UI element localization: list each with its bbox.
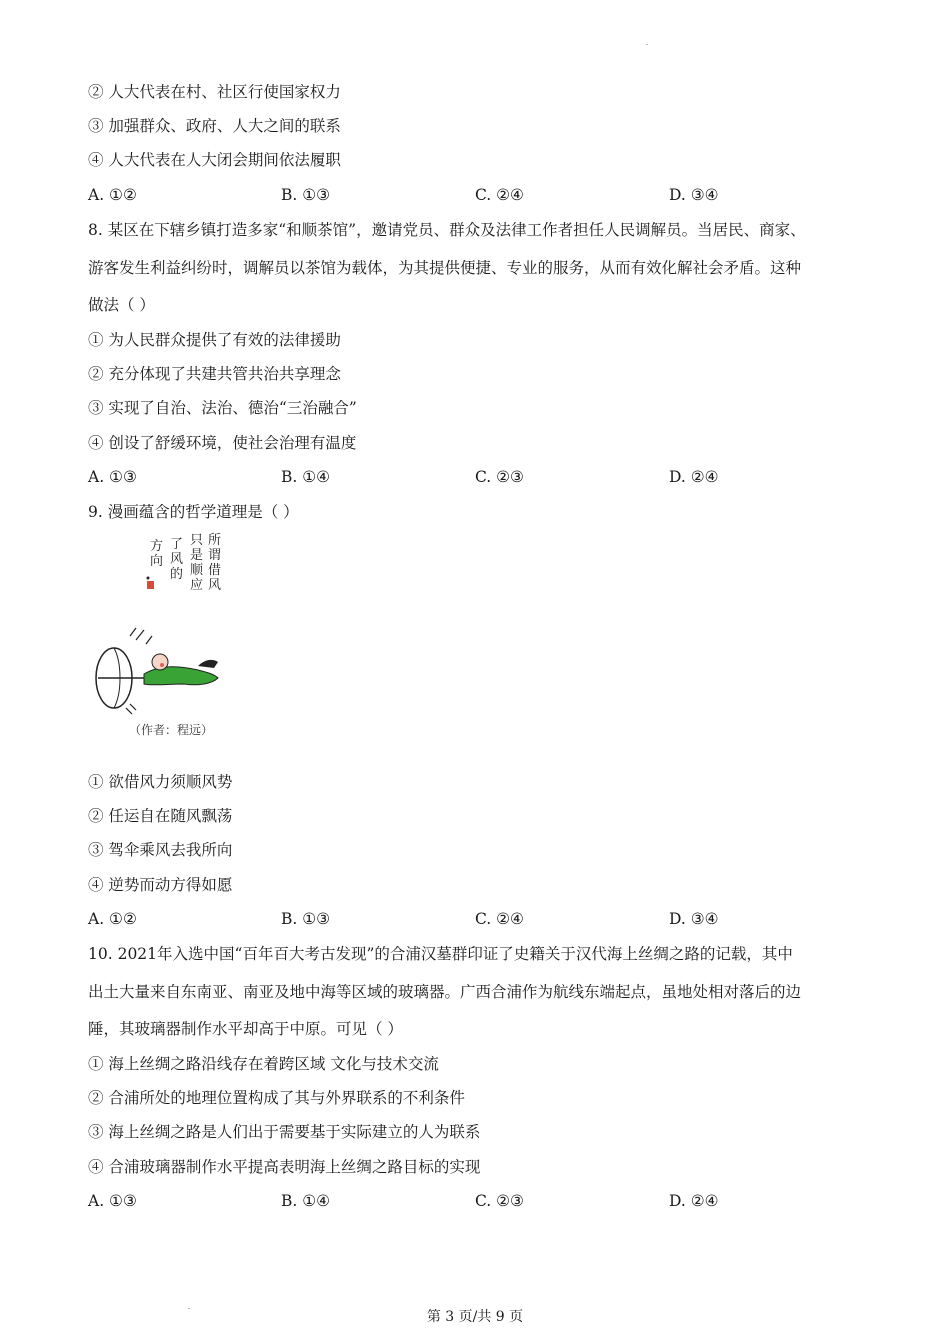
cartoon-text-col-2: 只是顺应	[190, 533, 204, 593]
artist-seal	[147, 581, 154, 589]
q9-options	[88, 909, 888, 929]
q8-item-2: ② 充分体现了共建共管共治共享理念	[88, 365, 341, 383]
cartoon-text-col-1: 所谓借风	[208, 533, 222, 593]
q8-item-4: ④ 创设了舒缓环境，使社会治理有温度	[88, 434, 357, 452]
q9-option-d[interactable]: D. ③④	[669, 910, 719, 928]
q9-option-c[interactable]: C. ②④	[475, 910, 524, 928]
q9-item-4: ④ 逆势而动方得如愿	[88, 876, 233, 894]
flying-person-foot	[198, 660, 218, 668]
cartoon-text-col-3: 了风的	[170, 537, 184, 582]
flying-person-head	[152, 654, 168, 670]
q9-option-a[interactable]: A. ①②	[88, 910, 137, 928]
q7-option-b[interactable]: B. ①③	[281, 186, 331, 204]
q10-stem-line-2: 出土大量来自东南亚、南亚及地中海等区域的玻璃器。广西合浦作为航线东端起点，虽地处相对落后的边	[88, 983, 802, 1001]
q7-item-2: ② 人大代表在村、社区行使国家权力	[88, 83, 341, 101]
q8-stem-line-1: 8. 某区在下辖乡镇打造多家“和顺茶馆”，邀请党员、群众及法律工作者担任人民调解员。当居民、商家、	[88, 221, 806, 239]
q10-option-b[interactable]: B. ①④	[281, 1192, 331, 1210]
cartoon-caption: （作者：程远）	[129, 723, 214, 737]
q8-stem-line-2: 游客发生利益纠纷时，调解员以茶馆为载体，为其提供便捷、专业的服务，从而有效化解社会矛盾。这种	[88, 259, 802, 277]
q8-item-1: ① 为人民群众提供了有效的法律援助	[88, 331, 341, 349]
q10-stem-line-3: 陲，其玻璃器制作水平却高于中原。可见（ ）	[88, 1020, 403, 1038]
q7-options	[88, 185, 888, 205]
q8-options	[88, 467, 888, 487]
q10-item-3: ③ 海上丝绸之路是人们出于需要基于实际建立的人为联系	[88, 1123, 481, 1141]
q8-stem-line-3: 做法（ ）	[88, 296, 155, 314]
q10-stem-line-1: 10. 2021年入选中国“百年百大考古发现”的合浦汉墓群印证了史籍关于汉代海上丝绸之路的记载，其中	[88, 945, 793, 963]
cartoon-dot	[147, 577, 150, 580]
q8-item-3: ③ 实现了自治、法治、德治“三治融合”	[88, 399, 357, 417]
q10-option-d[interactable]: D. ②④	[669, 1192, 719, 1210]
wind-lines-icon	[130, 628, 152, 644]
q9-stem: 9. 漫画蕴含的哲学道理是（ ）	[88, 503, 299, 521]
q10-item-2: ② 合浦所处的地理位置构成了其与外界联系的不利条件	[88, 1089, 465, 1107]
q7-option-a[interactable]: A. ①②	[88, 186, 137, 204]
q10-option-a[interactable]: A. ①③	[88, 1192, 137, 1210]
q8-option-b[interactable]: B. ①④	[281, 468, 331, 486]
scan-dot	[646, 44, 648, 45]
q7-item-3: ③ 加强群众、政府、人大之间的联系	[88, 117, 341, 135]
q9-item-2: ② 任运自在随风飘荡	[88, 807, 233, 825]
q7-item-4: ④ 人大代表在人大闭会期间依法履职	[88, 151, 341, 169]
cartoon-text-col-4: 方向	[150, 539, 164, 569]
q7-option-d[interactable]: D. ③④	[669, 186, 719, 204]
q9-item-1: ① 欲借风力须顺风势	[88, 773, 233, 791]
q10-options	[88, 1191, 888, 1211]
page-footer: 第 3 页/共 9 页	[426, 1309, 524, 1325]
q10-option-c[interactable]: C. ②③	[475, 1192, 524, 1210]
q8-option-d[interactable]: D. ②④	[669, 468, 719, 486]
q10-item-1: ① 海上丝绸之路沿线存在着跨区域 文化与技术交流	[88, 1055, 439, 1073]
flying-person-body	[144, 667, 218, 685]
q8-option-c[interactable]: C. ②③	[475, 468, 524, 486]
q10-item-4: ④ 合浦玻璃器制作水平提高表明海上丝绸之路目标的实现	[88, 1158, 481, 1176]
cartoon-image	[86, 528, 236, 743]
q9-item-3: ③ 驾伞乘风去我所向	[88, 841, 233, 859]
q7-option-c[interactable]: C. ②④	[475, 186, 524, 204]
q9-option-b[interactable]: B. ①③	[281, 910, 331, 928]
q8-option-a[interactable]: A. ①③	[88, 468, 137, 486]
wind-lines-icon	[126, 704, 136, 714]
